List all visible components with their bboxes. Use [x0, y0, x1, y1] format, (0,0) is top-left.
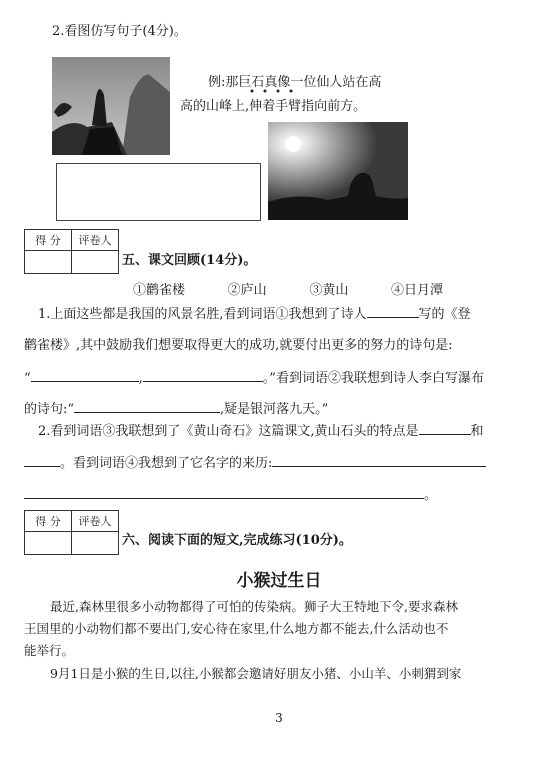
feature-blank-2[interactable] [24, 452, 60, 467]
sunset-rock-photo [268, 122, 408, 220]
comma: , [138, 371, 143, 386]
page-number: 3 [275, 711, 283, 725]
section-5-title: 五、课文回顾(14分)。 [122, 253, 257, 268]
name-origin-blank[interactable] [272, 452, 486, 467]
story-title: 小猴过生日 [236, 571, 322, 591]
s5-q1-text: 1.上面这些都是我国的风景名胜,看到词语①我想到了诗人 [38, 307, 367, 322]
score-cell[interactable] [25, 251, 72, 274]
para1-line-1: 最近,森林里很多小动物都得了可怕的传染病。狮子大王特地下令,要求森林 [50, 599, 458, 614]
example-line-2: 高的山峰上,伸着手臂指向前方。 [180, 99, 367, 114]
question-2-heading: 2.看图仿写句子(4分)。 [52, 24, 187, 39]
section-6-title: 六、阅读下面的短文,完成练习(10分)。 [122, 533, 352, 548]
s5-question-1-line-4 [24, 398, 328, 420]
option-4: ④日月潭 [390, 283, 443, 298]
s5-q2-line-2-text: 。看到词语④我想到了它名字的来历: [60, 456, 273, 471]
story-paragraph-1 [24, 596, 524, 662]
grader-cell[interactable] [72, 251, 119, 274]
s5-q1-text-2: 写的《登 [418, 307, 471, 322]
para1-line-3: 能举行。 [24, 643, 75, 658]
poem-blank-1[interactable] [31, 367, 139, 382]
feature-blank-1[interactable] [419, 420, 471, 435]
poem-blank-2[interactable] [143, 367, 263, 382]
s5-question-2-line-1 [38, 420, 484, 442]
s5-q1-line-4-prefix: 的诗句:“ [24, 402, 75, 417]
period: 。 [424, 488, 438, 503]
s5-question-1-line-3 [24, 367, 484, 389]
option-2: ②庐山 [227, 283, 267, 298]
s5-question-1-line-2: 鹳雀楼》,其中鼓励我们想要取得更大的成功,就要付出更多的努力的诗句是: [24, 338, 453, 353]
para2-line-1: 9月1日是小猴的生日,以往,小猴都会邀请好朋友小猪、小山羊、小刺猬到家 [50, 666, 462, 681]
score-table-1 [24, 229, 119, 274]
s5-q2-text: 2.看到词语③我联想到了《黄山奇石》这篇课文,黄山石头的特点是 [38, 424, 419, 439]
answer-box[interactable] [56, 163, 261, 221]
grader-cell[interactable] [72, 532, 119, 555]
example-line-1: 例:那巨石真像一位仙人站在高 [208, 75, 382, 90]
score-table-2 [24, 510, 119, 555]
s5-question-2-line-3 [24, 484, 437, 506]
grader-header: 评卷人 [72, 230, 119, 251]
option-3: ③黄山 [309, 283, 349, 298]
score-header: 得 分 [25, 511, 72, 532]
option-1: ①鹳雀楼 [133, 283, 186, 298]
statue-mountain-photo [52, 57, 170, 155]
s5-q1-line-3-text: 。”看到词语②我联想到诗人李白写瀑布 [262, 371, 484, 386]
section-5-options [133, 281, 443, 301]
grader-header: 评卷人 [72, 511, 119, 532]
waterfall-poem-blank[interactable] [74, 398, 220, 413]
s5-question-1-line-1 [38, 303, 471, 325]
s5-q1-line-4-suffix: ,疑是银河落九天。” [220, 402, 329, 417]
poet-blank[interactable] [367, 303, 419, 318]
open-quote: “ [24, 371, 31, 386]
para1-line-2: 王国里的小动物们都不要出门,安心待在家里,什么地方都不能去,什么活动也不 [24, 621, 449, 636]
score-cell[interactable] [25, 532, 72, 555]
name-origin-blank-2[interactable] [24, 484, 424, 499]
s5-q2-and: 和 [470, 424, 484, 439]
s5-question-2-line-2 [24, 452, 486, 474]
score-header: 得 分 [25, 230, 72, 251]
